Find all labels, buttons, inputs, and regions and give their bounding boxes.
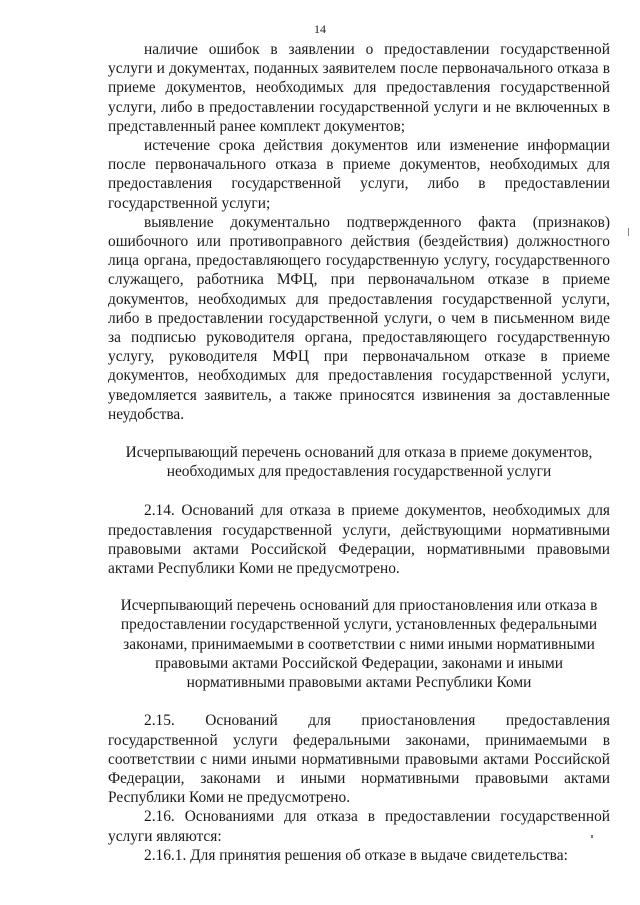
paragraph-errors-in-application: наличие ошибок в заявлении о предоставлении государственной услуги и документах, поданных заявителем после первоначального отказа в приеме документов, необходимых для предоставления государственной услуги, либо в предоставлении государственной услуги и не включенных в представленный ранее комплект документов; [108, 41, 610, 135]
paragraph-2-16-1: 2.16.1. Для принятия решения об отказе в выдаче свидетельства: [144, 846, 568, 864]
paragraph-document-expiry: истечение срока действия документов или изменение информации после первоначального отказа в приеме документов, необходимых для предоставления государственной услуги, либо в предоставлении государственной услуги; [108, 137, 610, 212]
section-heading-refusal-to-accept: Исчерпывающий перечень оснований для отказа в приеме документов, необходимых для предоставления государственной услуги [125, 444, 593, 481]
paragraph-2-14: 2.14. Оснований для отказа в приеме документов, необходимых для предоставления государственной услуги, действующими нормативными правовыми актами Российской Федерации, нормативными правовыми актами Республики Коми не предусмотрено. [108, 502, 610, 578]
scan-mark [628, 228, 629, 236]
scan-speck [591, 835, 593, 838]
page-number: 14 [314, 22, 326, 36]
paragraph-2-15: 2.15. Оснований для приостановления предоставления государственной услуги федеральными законами, принимаемыми в соответствии с ними иными нормативными правовыми актами Российской Федерации, законами и иными нормативными правовыми актами Республики Коми не предусмотрено. [108, 712, 610, 807]
paragraph-2-16: 2.16. Основаниями для отказа в предоставлении государственной услуги являются: [108, 808, 610, 845]
document-body [108, 40, 610, 865]
paragraph-erroneous-action: выявление документально подтвержденного факта (признаков) ошибочного или противоправного действия (бездействия) должностного лица органа, предоставляющего государственную услугу, государственного служащего, работника МФЦ, при первоначальном отказе в приеме документов, необходимых для предоставления государственной услуги, либо в предоставлении государственной услуги, о чем в письменном виде за подписью руководителя органа, предоставляющего государственную услугу, руководителя МФЦ при первоначальном отказе в приеме документов, необходимых для предоставления государственной услуги, уведомляется заявитель, а также приносятся извинения за доставленные неудобства. [108, 213, 610, 423]
section-heading-suspension-or-refusal: Исчерпывающий перечень оснований для приостановления или отказа в предоставлении государственной услуги, установленных федеральными законами, принимаемыми в соответствии с ними иными нормативными правовыми актами Российской Федерации, законами и иными нормативными правовыми актами Республики Коми [120, 597, 598, 692]
